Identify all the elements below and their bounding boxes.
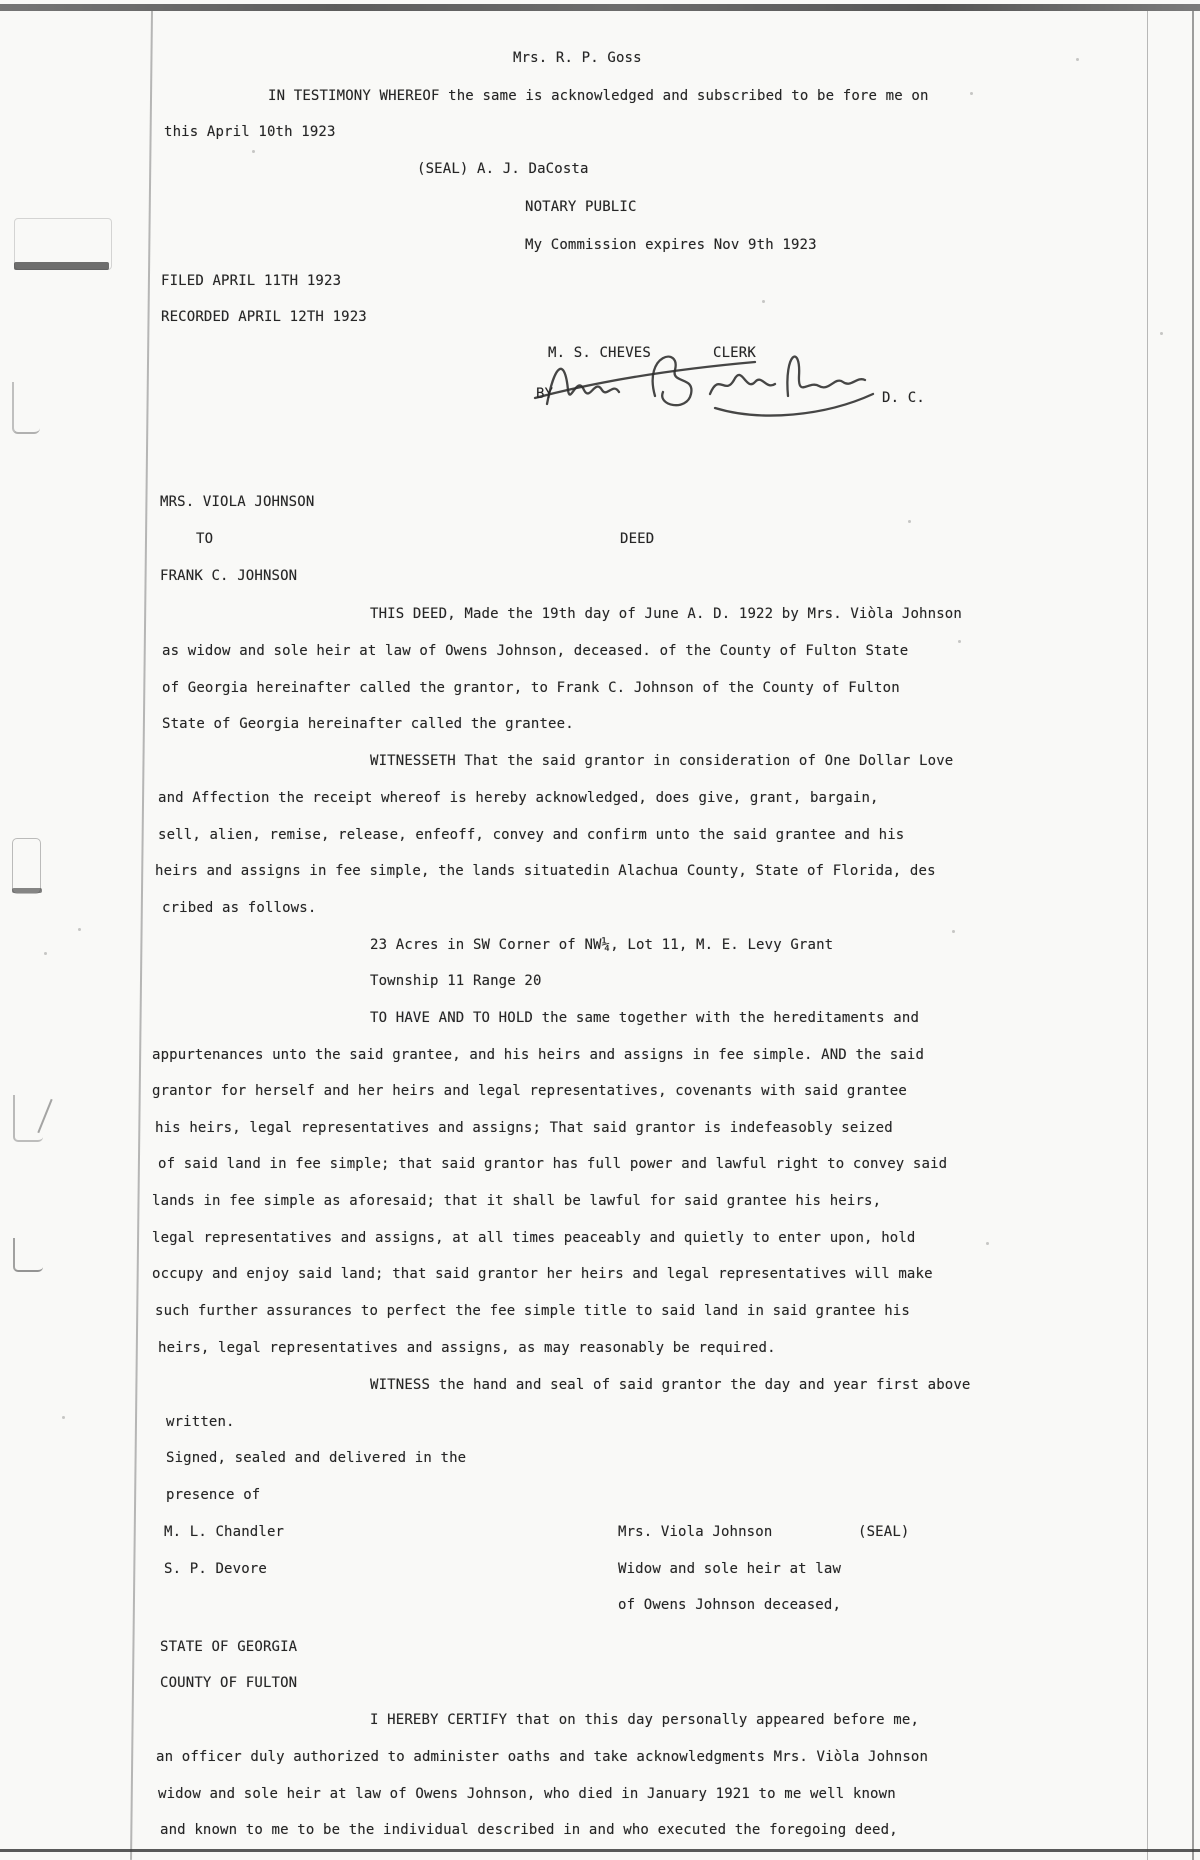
recorded-stamp: RECORDED APRIL 12TH 1923: [161, 309, 367, 325]
acknowledgment-state: STATE OF GEORGIA: [160, 1639, 298, 1655]
testimony-clause-line: IN TESTIMONY WHEREOF the same is acknowledged and subscribed to be fore me on: [268, 88, 929, 104]
deed-opening-line: of Georgia hereinafter called the grantor, to Frank C. Johnson of the County of Fulton: [162, 680, 900, 696]
habendum-line: heirs, legal representatives and assigns, as may reasonably be required.: [158, 1340, 776, 1356]
scan-speck: [78, 928, 81, 931]
caption-instrument: DEED: [620, 531, 655, 547]
by-label: BY: [536, 386, 554, 402]
prior-signatory-name: Mrs. R. P. Goss: [513, 50, 642, 66]
acknowledgment-line: an officer duly authorized to administer oaths and take acknowledgments Mrs. Viòla Johnson: [156, 1749, 929, 1765]
scan-speck: [958, 640, 961, 643]
notary-title-line: NOTARY PUBLIC: [525, 199, 637, 215]
witnesseth-line: WITNESSETH That the said grantor in consideration of One Dollar Love: [370, 753, 954, 769]
witnesseth-line: cribed as follows.: [162, 900, 317, 916]
habendum-line: legal representatives and assigns, at all times peaceably and quietly to enter upon, hold: [152, 1230, 916, 1246]
page-right-edge-rule: [1192, 11, 1194, 1860]
witnesseth-line: and Affection the receipt whereof is hereby acknowledged, does give, grant, bargain,: [158, 790, 879, 806]
acknowledgment-line: I HEREBY CERTIFY that on this day personally appeared before me,: [370, 1712, 920, 1728]
scan-speck: [908, 520, 911, 523]
grantor-signature-name: Mrs. Viola Johnson: [618, 1524, 773, 1540]
clerk-signature: [505, 332, 905, 442]
habendum-line: his heirs, legal representatives and assigns; That said grantor is indefeasobly seized: [155, 1120, 893, 1136]
right-margin-rule: [1147, 11, 1148, 1860]
grantor-signature-descriptor: Widow and sole heir at law: [618, 1561, 842, 1577]
habendum-line: grantor for herself and her heirs and legal representatives, covenants with said grantee: [152, 1083, 907, 1099]
page-bottom-rule: [0, 1849, 1200, 1852]
habendum-line: such further assurances to perfect the fee simple title to said land in said grantee his: [155, 1303, 910, 1319]
witness-name: S. P. Devore: [164, 1561, 267, 1577]
witnesseth-line: sell, alien, remise, release, enfeoff, convey and confirm unto the said grantee and his: [158, 827, 905, 843]
habendum-line: lands in fee simple as aforesaid; that it shall be lawful for said grantee his heirs,: [152, 1193, 882, 1209]
left-margin-rule: [130, 11, 153, 1860]
caption-to-label: TO: [196, 531, 214, 547]
binder-smudge: [12, 888, 42, 893]
habendum-line: occupy and enjoy said land; that said grantor her heirs and legal representatives will make: [152, 1266, 933, 1282]
binder-mark: [12, 838, 41, 894]
scan-speck: [62, 1416, 65, 1419]
witness-clause-line: written.: [166, 1414, 235, 1430]
deputy-clerk-suffix: D. C.: [882, 390, 925, 406]
witness-clause-line: WITNESS the hand and seal of said grantor the day and year first above: [370, 1377, 971, 1393]
property-description-line: Township 11 Range 20: [370, 973, 542, 989]
scan-speck: [1076, 58, 1079, 61]
clerk-name: M. S. CHEVES: [548, 345, 651, 361]
testimony-date-line: this April 10th 1923: [164, 124, 336, 140]
witnesseth-line: heirs and assigns in fee simple, the lands situatedin Alachua County, State of Florida, des: [155, 863, 936, 879]
scan-speck: [252, 150, 255, 153]
notary-seal-line: (SEAL) A. J. DaCosta: [417, 161, 589, 177]
deed-opening-line: THIS DEED, Made the 19th day of June A. D. 1922 by Mrs. Viòla Johnson: [370, 606, 962, 622]
property-description-line: 23 Acres in SW Corner of NW¼, Lot 11, M. E. Levy Grant: [370, 937, 834, 953]
binder-smudge: [14, 262, 109, 270]
caption-grantor: MRS. VIOLA JOHNSON: [160, 494, 315, 510]
binder-mark: [13, 1238, 43, 1272]
caption-grantee: FRANK C. JOHNSON: [160, 568, 298, 584]
commission-expiry-line: My Commission expires Nov 9th 1923: [525, 237, 817, 253]
seal-label: (SEAL): [858, 1524, 910, 1540]
habendum-line: appurtenances unto the said grantee, and his heirs and assigns in fee simple. AND the said: [152, 1047, 925, 1063]
habendum-line: TO HAVE AND TO HOLD the same together with the hereditaments and: [370, 1010, 920, 1026]
scan-speck: [762, 300, 765, 303]
scan-speck: [952, 930, 955, 933]
filed-stamp: FILED APRIL 11TH 1923: [161, 273, 342, 289]
attestation-line: Signed, sealed and delivered in the: [166, 1450, 467, 1466]
acknowledgment-line: and known to me to be the individual described in and who executed the foregoing deed,: [160, 1822, 898, 1838]
deed-opening-line: State of Georgia hereinafter called the grantee.: [162, 716, 574, 732]
scan-speck: [986, 1242, 989, 1245]
binder-mark: [12, 382, 40, 434]
binder-mark: [13, 1095, 43, 1142]
scan-speck: [44, 952, 47, 955]
habendum-line: of said land in fee simple; that said grantor has full power and lawful right to convey said: [158, 1156, 948, 1172]
witness-name: M. L. Chandler: [164, 1524, 285, 1540]
acknowledgment-county: COUNTY OF FULTON: [160, 1675, 298, 1691]
clerk-title: CLERK: [713, 345, 756, 361]
acknowledgment-line: widow and sole heir at law of Owens Johnson, who died in January 1921 to me well known: [158, 1786, 896, 1802]
page-top-edge-scan-band: [0, 4, 1200, 11]
grantor-signature-descriptor: of Owens Johnson deceased,: [618, 1597, 842, 1613]
attestation-line: presence of: [166, 1487, 261, 1503]
scan-speck: [970, 92, 973, 95]
deed-opening-line: as widow and sole heir at law of Owens Johnson, deceased. of the County of Fulton State: [162, 643, 909, 659]
scan-speck: [1160, 332, 1163, 335]
